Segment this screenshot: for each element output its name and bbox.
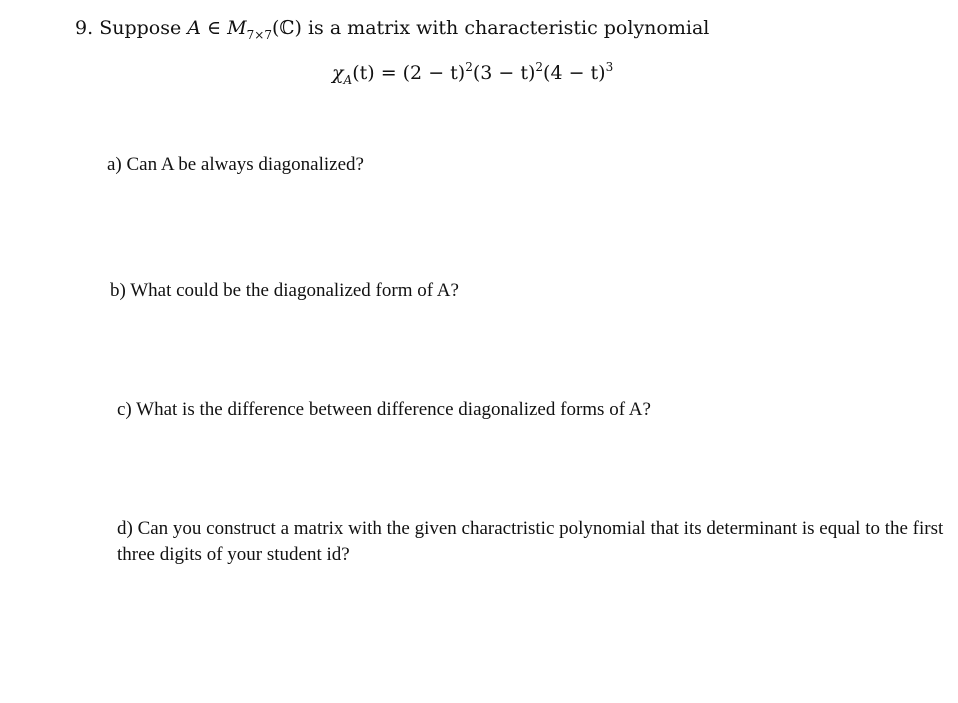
question-d: d) Can you construct a matrix with the given charactristic polynomial that its determinant is equal to the first three digits of your student id? [117, 518, 944, 565]
question-a: a) Can A be always diagonalized? [107, 154, 364, 175]
intro-word: Suppose [99, 17, 182, 39]
question-b: b) What could be the diagonalized form of A? [110, 280, 459, 301]
field-symbol: (ℂ) [271, 17, 302, 39]
element-of-symbol: ∈ [207, 17, 222, 39]
exponent-2: 2 [535, 60, 544, 74]
chi-subscript: A [343, 73, 353, 87]
problem-statement [75, 17, 710, 42]
exponent-1: 2 [465, 60, 473, 74]
characteristic-polynomial-formula [332, 60, 614, 87]
factor-2: (3 − t) [472, 62, 536, 84]
chi-symbol: χ [332, 62, 344, 84]
matrix-variable: A [187, 17, 201, 39]
matrix-space-size: 7×7 [246, 28, 272, 42]
formula-lhs: (t) = (2 − t) [352, 62, 466, 84]
factor-3: (4 − t) [543, 62, 606, 84]
intro-tail: is a matrix with characteristic polynomial [307, 17, 710, 39]
problem-number: 9. [75, 17, 94, 39]
matrix-space: M [227, 17, 247, 39]
question-c: c) What is the difference between difference diagonalized forms of A? [117, 399, 651, 420]
exponent-3: 3 [605, 60, 614, 74]
